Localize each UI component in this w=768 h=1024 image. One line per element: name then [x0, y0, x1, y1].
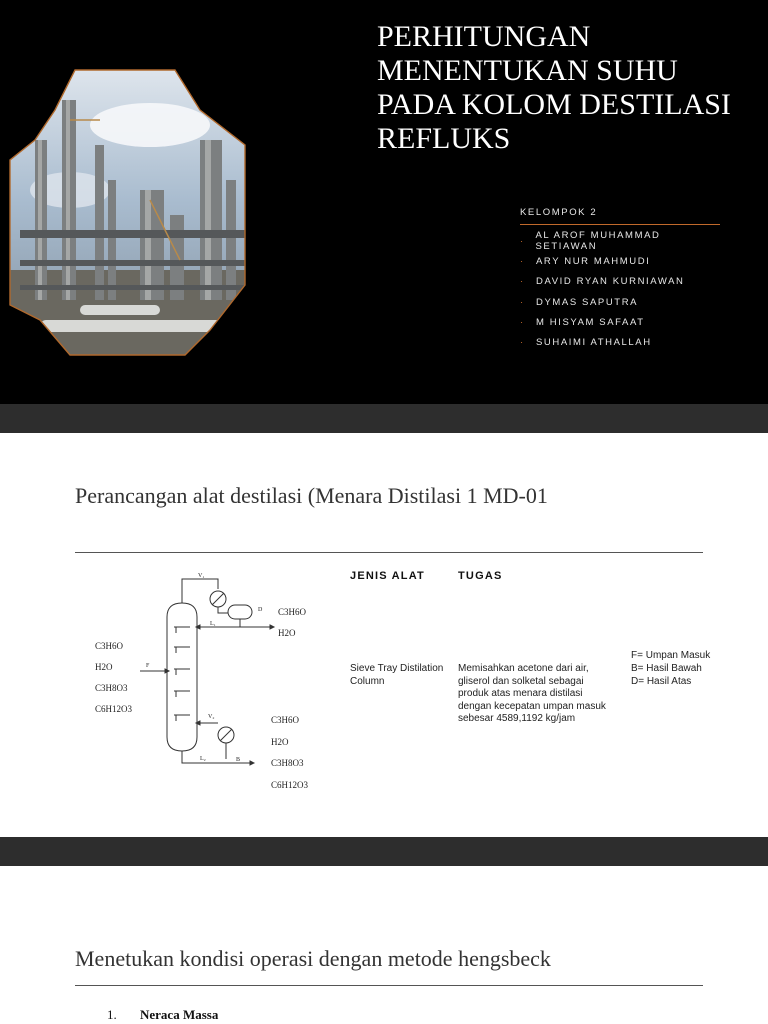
group-label: KELOMPOK 2 [520, 207, 720, 225]
member-item: · ARY NUR MAHMUDI [520, 255, 651, 267]
distillation-column-diagram [90, 565, 330, 795]
tugas-value: Memisahkan acetone dari air, gliserol dan solketal sebagai produk atas menara distilasi dengan kecepatan umpan masuk sebesar 4589,1192 kg/jam [458, 663, 606, 724]
member-item: · M HISYAM SAFAAT [520, 316, 645, 328]
member-item: · DYMAS SAPUTRA [520, 296, 639, 308]
item-number: 1. [107, 1007, 117, 1022]
legend-item: B= Hasil Bawah [631, 663, 702, 674]
legend-item: D= Hasil Atas [631, 676, 692, 687]
title-slide [0, 0, 768, 404]
d-label: D [258, 607, 263, 613]
b-label: B [236, 757, 241, 763]
slide-title: Perancangan alat destilasi (Menara Distilasi 1 MD-01 [75, 483, 548, 508]
v1-label: V₁ [198, 573, 205, 579]
feed-component: H2O [95, 662, 113, 672]
bottom-component: C6H12O3 [271, 780, 309, 790]
header-tugas: TUGAS [458, 570, 503, 582]
top-component: C3H6O [278, 607, 307, 617]
member-item: · DAVID RYAN KURNIAWAN [520, 276, 685, 288]
bottom-component: C3H8O3 [271, 758, 304, 768]
f-label: F [146, 663, 150, 669]
l2-label: L₂ [200, 756, 206, 762]
title-divider [75, 985, 703, 986]
top-component: H2O [278, 628, 296, 638]
jenis-alat-value: Sieve Tray Distilation Column [350, 663, 444, 687]
feed-component: C3H6O [95, 641, 124, 651]
feed-component: C3H8O3 [95, 683, 128, 693]
legend-item: F= Umpan Masuk [631, 650, 711, 661]
item-label: Neraca Massa [140, 1007, 219, 1022]
legend [631, 649, 710, 688]
presentation-title: PERHITUNGAN MENENTUKAN SUHU PADA KOLOM DESTILASI REFLUKS [377, 20, 731, 155]
bottom-component: C3H6O [271, 715, 300, 725]
design-slide [0, 433, 768, 837]
l1-label: L₁ [210, 621, 216, 627]
member-item: · SUHAIMI ATHALLAH [520, 337, 652, 349]
list-item [107, 1007, 218, 1023]
slide-title: Menetukan kondisi operasi dengan metode hengsbeck [75, 946, 551, 971]
v2-label: V₂ [208, 714, 215, 720]
member-item: · AL AROF MUHAMMAD SETIAWAN [520, 230, 661, 253]
title-divider [75, 552, 703, 553]
refinery-hexagon-image [0, 30, 260, 370]
bottom-component: H2O [271, 737, 289, 747]
slide-separator [0, 837, 768, 866]
feed-component: C6H12O3 [95, 704, 133, 714]
slide-separator [0, 404, 768, 433]
header-jenis-alat: JENIS ALAT [350, 570, 425, 582]
method-slide [0, 866, 768, 1024]
group-members [520, 207, 720, 353]
